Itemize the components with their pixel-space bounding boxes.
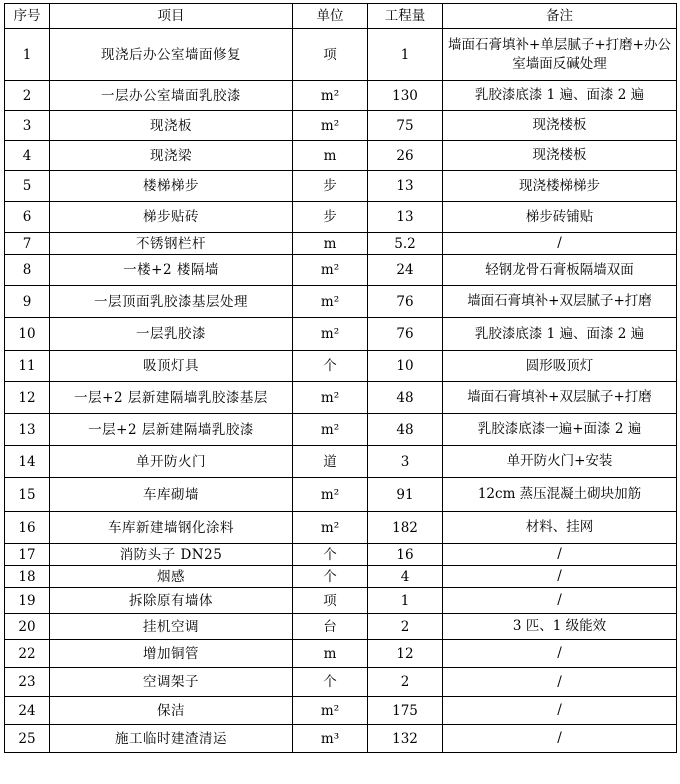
cell-no: 25 [5,725,50,753]
cell-no: 2 [5,81,50,111]
cell-unit: m² [293,318,368,351]
cell-unit: 个 [293,544,368,566]
header-no: 序号 [5,4,50,29]
cell-no: 4 [5,141,50,171]
cell-unit: 个 [293,566,368,588]
cell-item: 一层顶面乳胶漆基层处理 [50,286,293,318]
cell-remark: 现浇楼梯梯步 [443,171,677,202]
table-row [5,544,677,566]
cell-item: 车库砌墙 [50,478,293,512]
cell-qty: 24 [368,255,443,286]
cell-item: 空调架子 [50,668,293,697]
cell-no: 16 [5,512,50,544]
cell-no: 24 [5,697,50,725]
cell-item: 一楼+2 楼隔墙 [50,255,293,286]
cell-remark: 墙面石膏填补+双层腻子+打磨 [443,382,677,414]
cell-unit: 道 [293,446,368,478]
cell-remark: / [443,697,677,725]
cell-unit: m [293,640,368,668]
cell-qty: 76 [368,286,443,318]
cell-item: 一层+2 层新建隔墙乳胶漆 [50,414,293,446]
cell-item: 保洁 [50,697,293,725]
cell-remark: 梯步砖铺贴 [443,202,677,233]
cell-item: 增加铜管 [50,640,293,668]
cell-item: 现浇梁 [50,141,293,171]
cell-qty: 5.2 [368,233,443,255]
cell-qty: 13 [368,171,443,202]
cell-no: 11 [5,351,50,382]
cell-qty: 175 [368,697,443,725]
cell-remark: / [443,233,677,255]
cell-item: 一层+2 层新建隔墙乳胶漆基层 [50,382,293,414]
cell-item: 不锈钢栏杆 [50,233,293,255]
cell-item: 梯步贴砖 [50,202,293,233]
table-row [5,351,677,382]
cell-remark: 乳胶漆底漆 1 遍、面漆 2 遍 [443,81,677,111]
cell-no: 13 [5,414,50,446]
cell-no: 8 [5,255,50,286]
cell-no: 6 [5,202,50,233]
cell-remark: 3 匹、1 级能效 [443,614,677,640]
cell-item: 施工临时建渣清运 [50,725,293,753]
cell-item: 吸顶灯具 [50,351,293,382]
cell-remark: 12cm 蒸压混凝土砌块加筋 [443,478,677,512]
cell-unit: m³ [293,725,368,753]
cell-unit: m² [293,478,368,512]
table-row [5,255,677,286]
cell-no: 19 [5,588,50,614]
cell-qty: 2 [368,668,443,697]
table-row [5,478,677,512]
cell-item: 挂机空调 [50,614,293,640]
cell-item: 拆除原有墙体 [50,588,293,614]
cell-no: 3 [5,111,50,141]
cell-no: 12 [5,382,50,414]
cell-unit: 个 [293,668,368,697]
cell-item: 现浇板 [50,111,293,141]
cell-item: 单开防火门 [50,446,293,478]
table-row [5,588,677,614]
table-row [5,382,677,414]
cell-no: 9 [5,286,50,318]
table-row [5,141,677,171]
cell-no: 17 [5,544,50,566]
table-row [5,286,677,318]
cell-no: 22 [5,640,50,668]
cell-unit: m [293,141,368,171]
cell-unit: m² [293,81,368,111]
cell-remark: 乳胶漆底漆 1 遍、面漆 2 遍 [443,318,677,351]
table-row [5,446,677,478]
cell-qty: 48 [368,382,443,414]
cell-remark: 现浇楼板 [443,111,677,141]
cell-qty: 4 [368,566,443,588]
cell-unit: 台 [293,614,368,640]
cell-qty: 12 [368,640,443,668]
table-row [5,29,677,81]
table-row [5,81,677,111]
cell-remark: / [443,668,677,697]
cell-remark: 墙面石膏填补+单层腻子+打磨+办公室墙面反碱处理 [443,29,677,81]
cell-remark: 乳胶漆底漆一遍+面漆 2 遍 [443,414,677,446]
cell-qty: 75 [368,111,443,141]
cell-item: 烟感 [50,566,293,588]
cell-no: 18 [5,566,50,588]
header-qty: 工程量 [368,4,443,29]
cell-qty: 13 [368,202,443,233]
cell-remark: 轻钢龙骨石膏板隔墙双面 [443,255,677,286]
cell-remark: 现浇楼板 [443,141,677,171]
cell-remark: 圆形吸顶灯 [443,351,677,382]
cell-qty: 10 [368,351,443,382]
cell-item: 一层办公室墙面乳胶漆 [50,81,293,111]
cell-remark: / [443,544,677,566]
cell-unit: m² [293,414,368,446]
cell-qty: 3 [368,446,443,478]
header-item: 项目 [50,4,293,29]
table-row [5,512,677,544]
cell-qty: 132 [368,725,443,753]
quantity-table [4,3,677,753]
cell-qty: 2 [368,614,443,640]
cell-remark: 材料、挂网 [443,512,677,544]
cell-unit: 项 [293,588,368,614]
cell-no: 1 [5,29,50,81]
cell-qty: 1 [368,29,443,81]
cell-unit: 个 [293,351,368,382]
cell-item: 车库新建墙钢化涂料 [50,512,293,544]
cell-no: 5 [5,171,50,202]
cell-qty: 130 [368,81,443,111]
header-unit: 单位 [293,4,368,29]
cell-unit: m [293,233,368,255]
cell-no: 23 [5,668,50,697]
table-row [5,318,677,351]
cell-remark: / [443,566,677,588]
cell-no: 15 [5,478,50,512]
table-row [5,202,677,233]
cell-no: 14 [5,446,50,478]
cell-item: 一层乳胶漆 [50,318,293,351]
header-row [5,4,677,29]
table-row [5,566,677,588]
cell-unit: m² [293,697,368,725]
cell-qty: 91 [368,478,443,512]
cell-remark: 单开防火门+安装 [443,446,677,478]
cell-remark: / [443,640,677,668]
cell-unit: m² [293,286,368,318]
cell-item: 现浇后办公室墙面修复 [50,29,293,81]
cell-unit: m² [293,382,368,414]
cell-no: 7 [5,233,50,255]
table-row [5,725,677,753]
cell-no: 10 [5,318,50,351]
cell-unit: 步 [293,171,368,202]
cell-qty: 48 [368,414,443,446]
cell-unit: m² [293,111,368,141]
cell-qty: 76 [368,318,443,351]
cell-remark: 墙面石膏填补+双层腻子+打磨 [443,286,677,318]
cell-unit: 步 [293,202,368,233]
cell-unit: m² [293,255,368,286]
table-row [5,697,677,725]
cell-qty: 182 [368,512,443,544]
cell-item: 消防头子 DN25 [50,544,293,566]
cell-qty: 1 [368,588,443,614]
header-remark: 备注 [443,4,677,29]
table-row [5,233,677,255]
cell-qty: 16 [368,544,443,566]
cell-unit: 项 [293,29,368,81]
cell-unit: m² [293,512,368,544]
table-row [5,414,677,446]
table-row [5,668,677,697]
table-row [5,614,677,640]
table-row [5,171,677,202]
cell-qty: 26 [368,141,443,171]
cell-remark: / [443,588,677,614]
table-row [5,111,677,141]
cell-item: 楼梯梯步 [50,171,293,202]
table-row [5,640,677,668]
cell-remark: / [443,725,677,753]
cell-no: 20 [5,614,50,640]
